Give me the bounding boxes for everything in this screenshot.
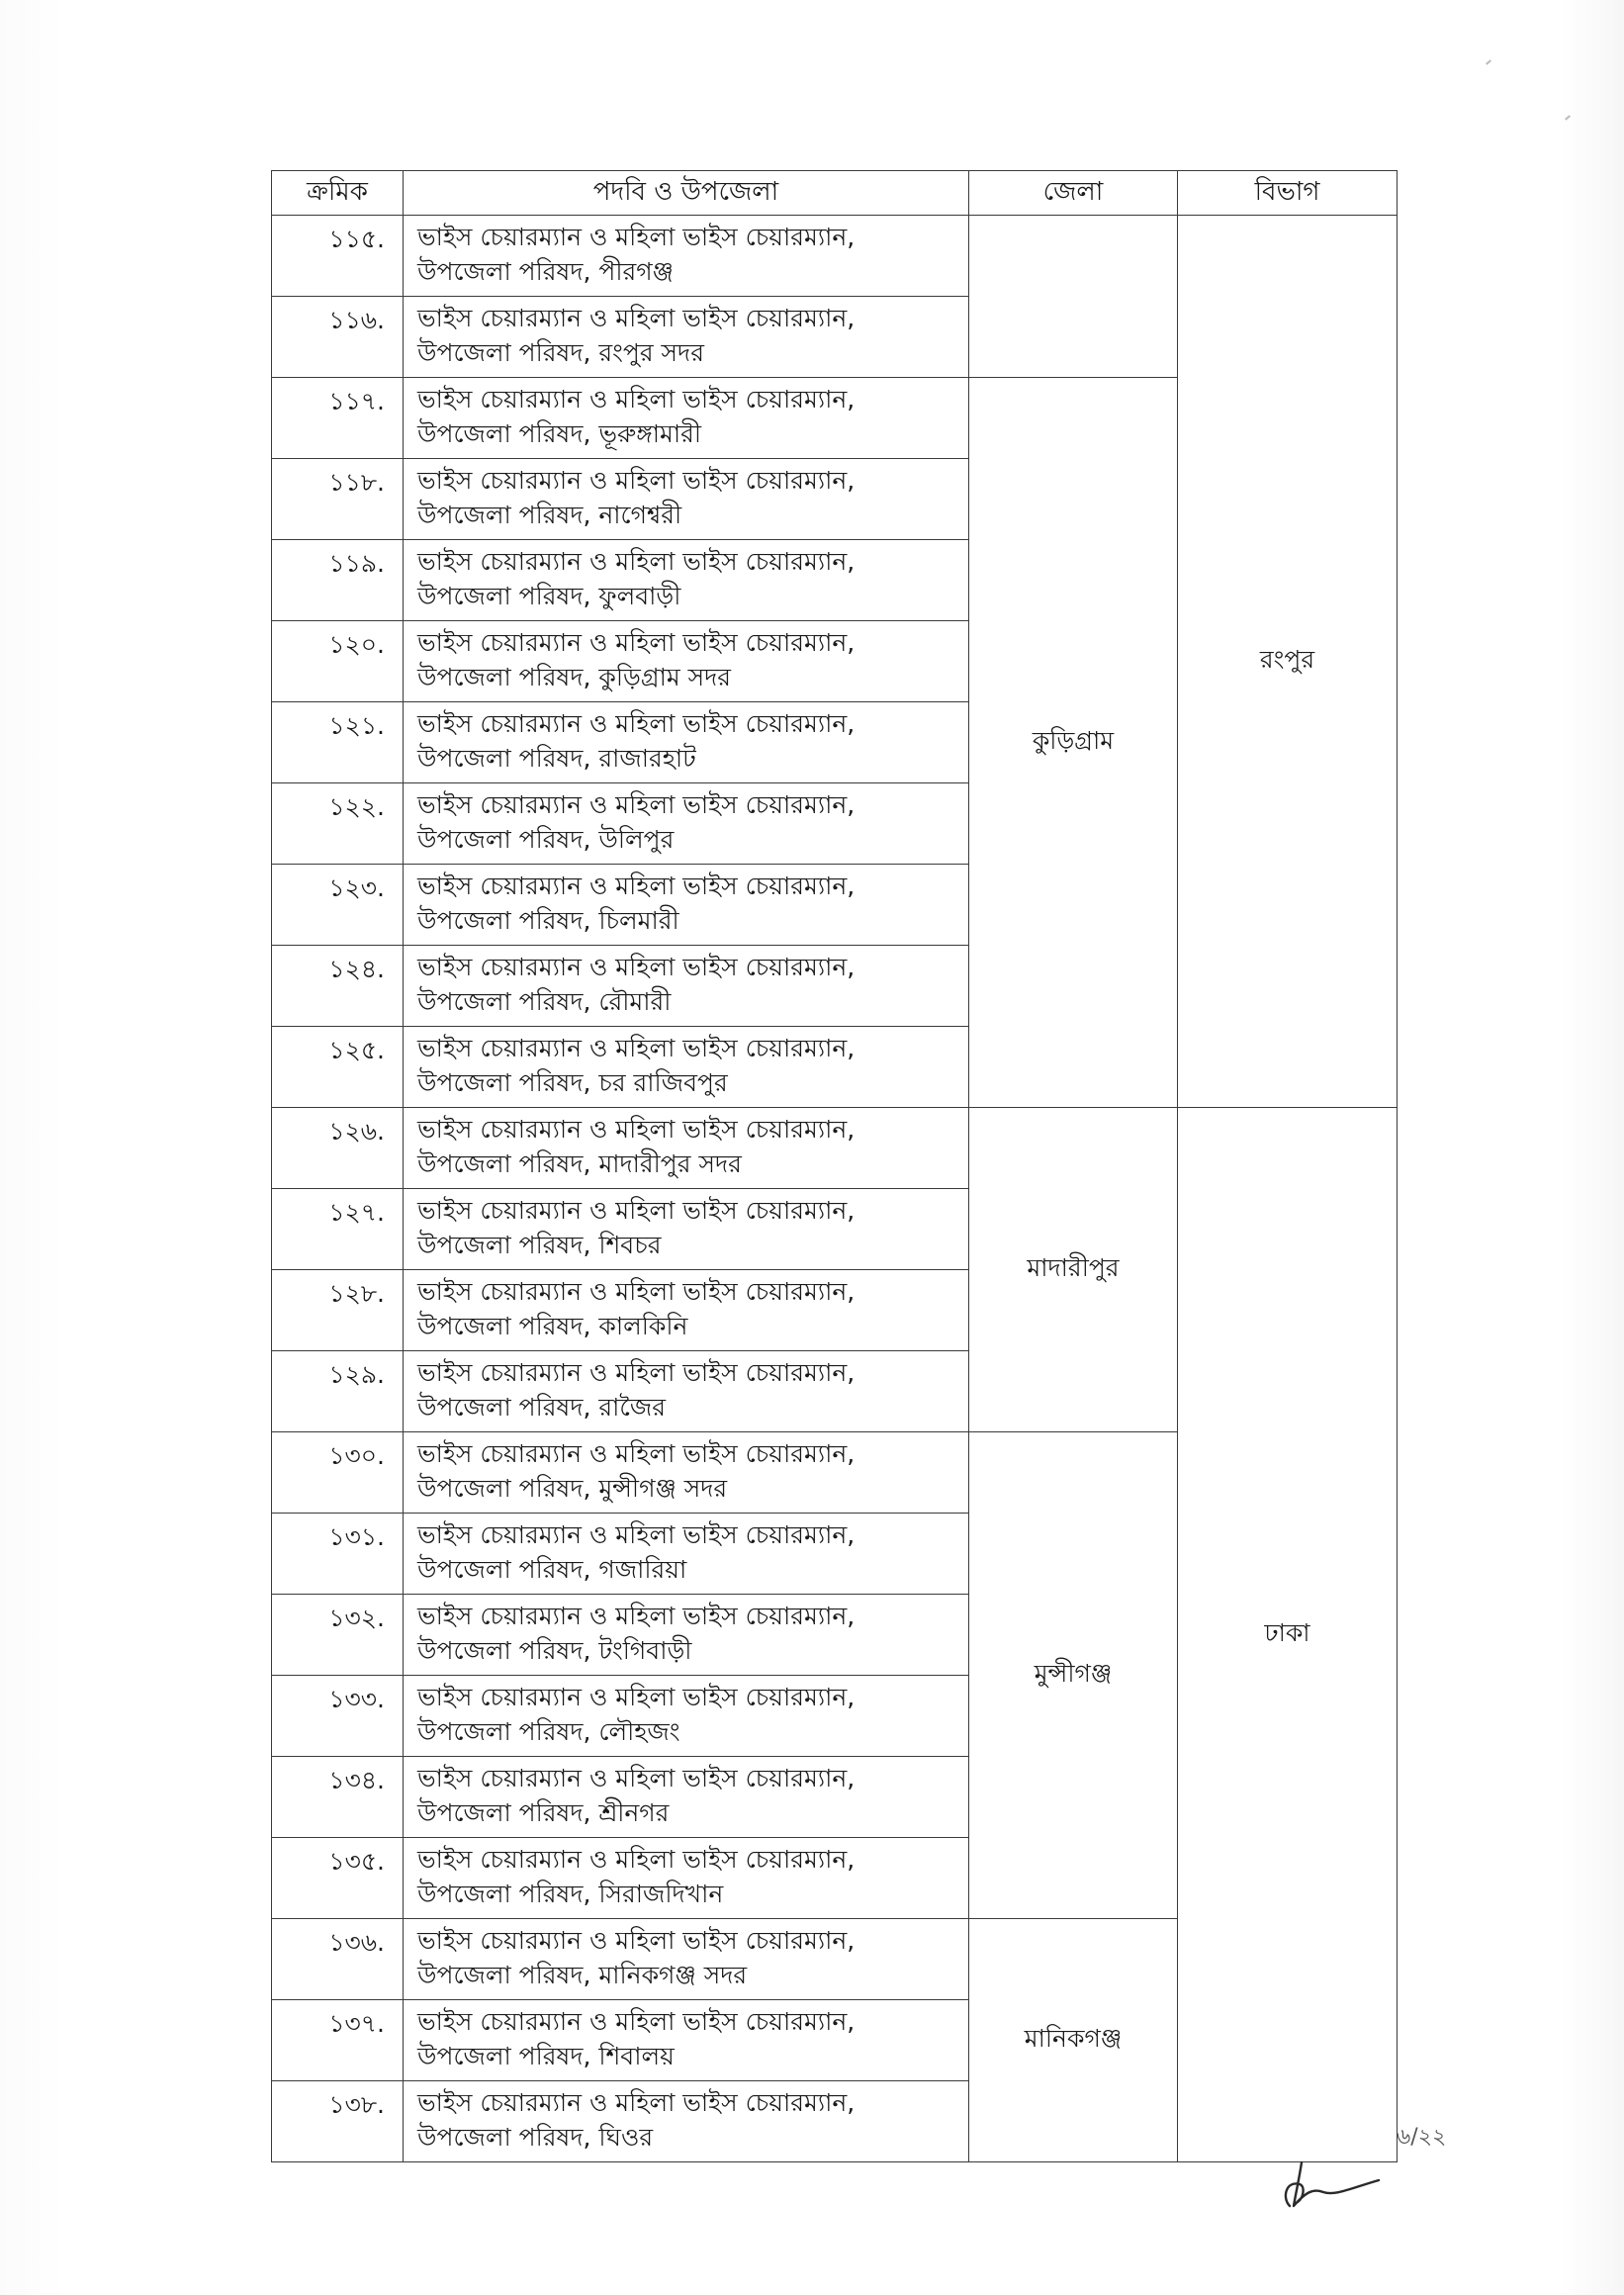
row-serial: ১২৩. bbox=[272, 865, 404, 946]
row-title bbox=[404, 2000, 969, 2081]
row-serial: ১৩৮. bbox=[272, 2081, 404, 2162]
row-serial: ১২৪. bbox=[272, 946, 404, 1027]
row-serial: ১৩৪. bbox=[272, 1757, 404, 1838]
row-title-line-1: ভাইস চেয়ারম্যান ও মহিলা ভাইস চেয়ারম্যান, bbox=[417, 547, 856, 576]
row-title-line-1: ভাইস চেয়ারম্যান ও মহিলা ভাইস চেয়ারম্যান, bbox=[417, 1926, 856, 1955]
row-serial: ১২০. bbox=[272, 621, 404, 702]
row-title-line-1: ভাইস চেয়ারম্যান ও মহিলা ভাইস চেয়ারম্যান, bbox=[417, 1845, 856, 1874]
office-list-table bbox=[271, 170, 1398, 2162]
division-cell: রংপুর bbox=[1178, 216, 1398, 1108]
scan-mark bbox=[1565, 115, 1571, 120]
row-title bbox=[404, 1027, 969, 1108]
row-title-line-2: উপজেলা পরিষদ, মাদারীপুর সদর bbox=[417, 1149, 742, 1178]
row-title-line-1: ভাইস চেয়ারম্যান ও মহিলা ভাইস চেয়ারম্যান, bbox=[417, 466, 856, 495]
row-serial: ১৩১. bbox=[272, 1514, 404, 1595]
row-title bbox=[404, 1514, 969, 1595]
row-title-line-1: ভাইস চেয়ারম্যান ও মহিলা ভাইস চেয়ারম্যান, bbox=[417, 790, 856, 819]
row-serial: ১২৮. bbox=[272, 1270, 404, 1351]
row-title-line-1: ভাইস চেয়ারম্যান ও মহিলা ভাইস চেয়ারম্যান, bbox=[417, 1358, 856, 1387]
row-title-line-2: উপজেলা পরিষদ, টংগিবাড়ী bbox=[417, 1636, 692, 1665]
row-title-line-1: ভাইস চেয়ারম্যান ও মহিলা ভাইস চেয়ারম্যান, bbox=[417, 709, 856, 738]
row-serial: ১৩২. bbox=[272, 1595, 404, 1676]
row-title-line-1: ভাইস চেয়ারম্যান ও মহিলা ভাইস চেয়ারম্যান, bbox=[417, 1439, 856, 1468]
district-cell: কুড়িগ্রাম bbox=[969, 378, 1178, 1108]
row-title bbox=[404, 1270, 969, 1351]
row-serial: ১৩৬. bbox=[272, 1919, 404, 2000]
row-serial: ১৩৩. bbox=[272, 1676, 404, 1757]
row-title-line-1: ভাইস চেয়ারম্যান ও মহিলা ভাইস চেয়ারম্যান, bbox=[417, 872, 856, 900]
row-serial: ১২৯. bbox=[272, 1351, 404, 1432]
row-title-line-1: ভাইস চেয়ারম্যান ও মহিলা ভাইস চেয়ারম্যান, bbox=[417, 1764, 856, 1792]
row-serial: ১৩৫. bbox=[272, 1838, 404, 1919]
page-number: ৬/২২ bbox=[1397, 2125, 1447, 2150]
table-header-row bbox=[272, 171, 1398, 216]
row-title-line-1: ভাইস চেয়ারম্যান ও মহিলা ভাইস চেয়ারম্যান, bbox=[417, 304, 856, 332]
row-title bbox=[404, 1676, 969, 1757]
row-serial: ১২২. bbox=[272, 783, 404, 865]
row-serial: ১৩০. bbox=[272, 1432, 404, 1514]
row-title-line-1: ভাইস চেয়ারম্যান ও মহিলা ভাইস চেয়ারম্যান, bbox=[417, 2088, 856, 2117]
row-title-line-2: উপজেলা পরিষদ, মুন্সীগঞ্জ সদর bbox=[417, 1474, 728, 1503]
header-serial: ক্রমিক bbox=[272, 171, 404, 216]
row-title bbox=[404, 378, 969, 459]
row-serial: ১১৯. bbox=[272, 540, 404, 621]
row-title-line-2: উপজেলা পরিষদ, রাজারহাট bbox=[417, 744, 696, 773]
row-title-line-1: ভাইস চেয়ারম্যান ও মহিলা ভাইস চেয়ারম্যান, bbox=[417, 953, 856, 981]
division-cell: ঢাকা bbox=[1178, 1108, 1398, 2162]
row-title bbox=[404, 459, 969, 540]
row-title-line-1: ভাইস চেয়ারম্যান ও মহিলা ভাইস চেয়ারম্যান, bbox=[417, 1602, 856, 1630]
row-serial: ১২৭. bbox=[272, 1189, 404, 1270]
row-title bbox=[404, 1757, 969, 1838]
row-title-line-1: ভাইস চেয়ারম্যান ও মহিলা ভাইস চেয়ারম্যান, bbox=[417, 385, 856, 413]
row-title-line-2: উপজেলা পরিষদ, ভূরুঙ্গামারী bbox=[417, 419, 702, 448]
row-title-line-2: উপজেলা পরিষদ, নাগেশ্বরী bbox=[417, 501, 682, 529]
row-title-line-2: উপজেলা পরিষদ, রংপুর সদর bbox=[417, 338, 704, 367]
row-title-line-2: উপজেলা পরিষদ, রৌমারী bbox=[417, 987, 672, 1016]
row-title-line-2: উপজেলা পরিষদ, ফুলবাড়ী bbox=[417, 582, 681, 610]
row-title bbox=[404, 621, 969, 702]
row-title-line-2: উপজেলা পরিষদ, শিবালয় bbox=[417, 2042, 675, 2070]
row-title-line-1: ভাইস চেয়ারম্যান ও মহিলা ভাইস চেয়ারম্যান, bbox=[417, 1520, 856, 1549]
row-title bbox=[404, 2081, 969, 2162]
row-title-line-2: উপজেলা পরিষদ, উলিপুর bbox=[417, 825, 675, 854]
row-title bbox=[404, 1432, 969, 1514]
row-title-line-2: উপজেলা পরিষদ, চিলমারী bbox=[417, 906, 679, 935]
row-serial: ১২১. bbox=[272, 702, 404, 783]
row-title-line-1: ভাইস চেয়ারম্যান ও মহিলা ভাইস চেয়ারম্যান, bbox=[417, 1196, 856, 1225]
row-title bbox=[404, 865, 969, 946]
row-title-line-1: ভাইস চেয়ারম্যান ও মহিলা ভাইস চেয়ারম্যান, bbox=[417, 1115, 856, 1144]
row-title-line-1: ভাইস চেয়ারম্যান ও মহিলা ভাইস চেয়ারম্যান, bbox=[417, 628, 856, 657]
row-title bbox=[404, 946, 969, 1027]
row-title-line-2: উপজেলা পরিষদ, লৌহজং bbox=[417, 1717, 680, 1746]
row-title bbox=[404, 1919, 969, 2000]
row-serial: ১১৫. bbox=[272, 216, 404, 297]
row-serial: ১৩৭. bbox=[272, 2000, 404, 2081]
row-title bbox=[404, 1351, 969, 1432]
table-body bbox=[272, 216, 1398, 2162]
row-title-line-2: উপজেলা পরিষদ, রাজৈর bbox=[417, 1393, 666, 1422]
row-title-line-2: উপজেলা পরিষদ, পীরগঞ্জ bbox=[417, 257, 674, 286]
row-title bbox=[404, 1108, 969, 1189]
header-district: জেলা bbox=[969, 171, 1178, 216]
row-title bbox=[404, 1189, 969, 1270]
row-title-line-2: উপজেলা পরিষদ, কুড়িগ্রাম সদর bbox=[417, 663, 732, 691]
row-title-line-2: উপজেলা পরিষদ, ঘিওর bbox=[417, 2123, 654, 2152]
row-title-line-1: ভাইস চেয়ারম্যান ও মহিলা ভাইস চেয়ারম্যান, bbox=[417, 2007, 856, 2036]
district-cell: মানিকগঞ্জ bbox=[969, 1919, 1178, 2162]
district-cell: মাদারীপুর bbox=[969, 1108, 1178, 1432]
table-row bbox=[272, 216, 1398, 297]
row-serial: ১২৫. bbox=[272, 1027, 404, 1108]
row-title bbox=[404, 297, 969, 378]
row-serial: ১১৮. bbox=[272, 459, 404, 540]
row-title bbox=[404, 1595, 969, 1676]
row-serial: ১২৬. bbox=[272, 1108, 404, 1189]
signature-image bbox=[1276, 2158, 1385, 2210]
row-serial: ১১৬. bbox=[272, 297, 404, 378]
row-title bbox=[404, 702, 969, 783]
row-title-line-2: উপজেলা পরিষদ, মানিকগঞ্জ সদর bbox=[417, 1961, 748, 1989]
row-title bbox=[404, 216, 969, 297]
row-title-line-1: ভাইস চেয়ারম্যান ও মহিলা ভাইস চেয়ারম্যান, bbox=[417, 223, 856, 251]
header-title: পদবি ও উপজেলা bbox=[404, 171, 969, 216]
row-title-line-1: ভাইস চেয়ারম্যান ও মহিলা ভাইস চেয়ারম্যান, bbox=[417, 1277, 856, 1306]
row-serial: ১১৭. bbox=[272, 378, 404, 459]
row-title-line-2: উপজেলা পরিষদ, কালকিনি bbox=[417, 1312, 688, 1340]
row-title-line-2: উপজেলা পরিষদ, গজারিয়া bbox=[417, 1555, 687, 1584]
row-title bbox=[404, 783, 969, 865]
table-row bbox=[272, 1108, 1398, 1189]
row-title-line-1: ভাইস চেয়ারম্যান ও মহিলা ভাইস চেয়ারম্যান, bbox=[417, 1683, 856, 1711]
row-title-line-2: উপজেলা পরিষদ, শিবচর bbox=[417, 1231, 662, 1259]
row-title-line-1: ভাইস চেয়ারম্যান ও মহিলা ভাইস চেয়ারম্যান, bbox=[417, 1034, 856, 1062]
row-title-line-2: উপজেলা পরিষদ, চর রাজিবপুর bbox=[417, 1068, 728, 1097]
row-title bbox=[404, 1838, 969, 1919]
scan-mark bbox=[1486, 59, 1491, 64]
district-cell bbox=[969, 216, 1178, 378]
row-title-line-2: উপজেলা পরিষদ, শ্রীনগর bbox=[417, 1798, 670, 1827]
row-title bbox=[404, 540, 969, 621]
row-title-line-2: উপজেলা পরিষদ, সিরাজদিখান bbox=[417, 1880, 724, 1908]
header-division: বিভাগ bbox=[1178, 171, 1398, 216]
district-cell: মুন্সীগঞ্জ bbox=[969, 1432, 1178, 1919]
